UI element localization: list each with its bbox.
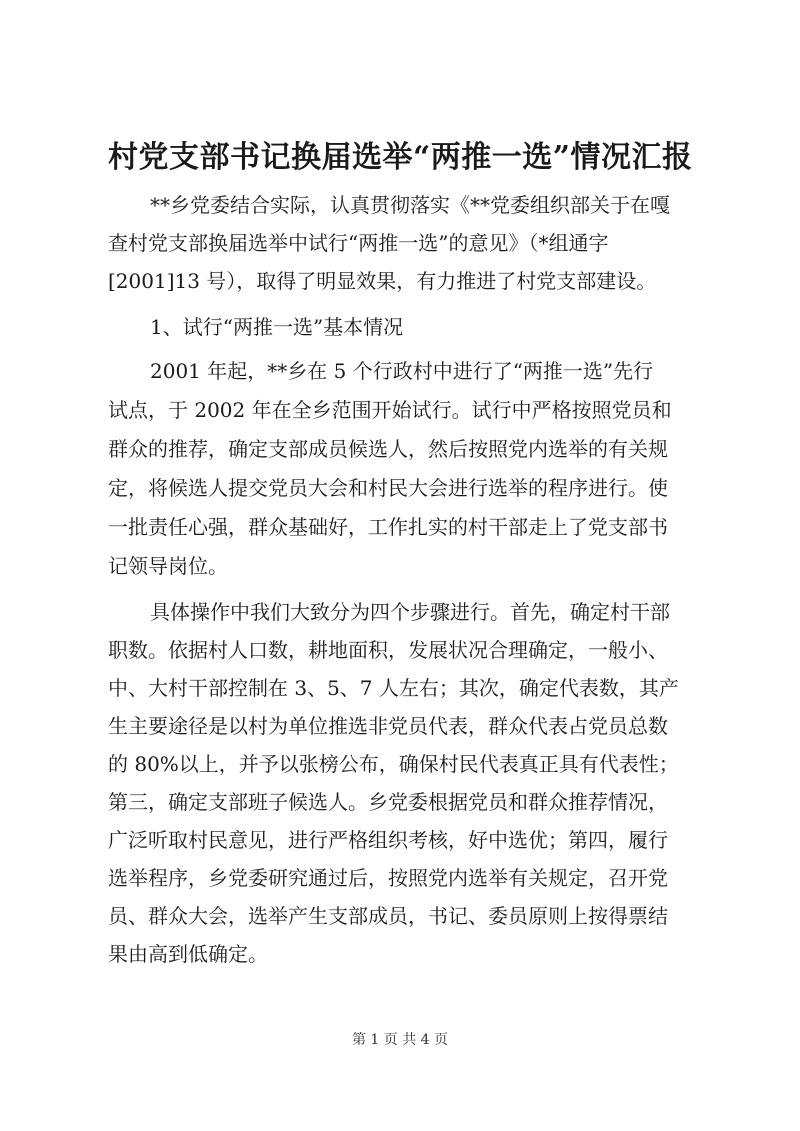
- body-line: 2001 年起，**乡在 5 个行政村中进行了“两推一选”先行: [150, 359, 654, 383]
- body-line: 生主要途径是以村为单位推选非党员代表，群众代表占党员总数: [108, 714, 668, 738]
- document-title: 村党支部书记换届选举“两推一选”情况汇报: [108, 140, 693, 175]
- body-line: 广泛听取村民意见，进行严格组织考核，好中选优；第四，履行: [108, 828, 668, 852]
- body-line: 中、大村干部控制在 3、5、7 人左右；其次，确定代表数，其产: [108, 676, 679, 700]
- body-line: 群众的推荐，确定支部成员候选人，然后按照党内选举的有关规: [108, 437, 668, 461]
- body-line: 定，将候选人提交党员大会和村民大会进行选举的程序进行。使: [108, 476, 668, 500]
- body-line: 第三，确定支部班子候选人。乡党委根据党员和群众推荐情况，: [108, 790, 668, 814]
- section-heading: 1、试行“两推一选”基本情况: [150, 315, 404, 339]
- body-line: 果由高到低确定。: [108, 942, 268, 966]
- body-line: [2001]13 号），取得了明显效果，有力推进了村党支部建设。: [108, 269, 657, 293]
- body-line: 的 80%以上，并予以张榜公布，确保村民代表真正具有代表性；: [108, 752, 679, 776]
- body-line: 查村党支部换届选举中试行“两推一选”的意见》（*组通字: [108, 231, 609, 255]
- body-line: 具体操作中我们大致分为四个步骤进行。首先，确定村干部: [150, 600, 670, 624]
- body-line: 一批责任心强，群众基础好，工作扎实的村干部走上了党支部书: [108, 515, 668, 539]
- body-line: 记领导岗位。: [108, 554, 228, 578]
- body-line: 选举程序，乡党委研究通过后，按照党内选举有关规定，召开党: [108, 866, 668, 890]
- body-line: 试点，于 2002 年在全乡范围开始试行。试行中严格按照党员和: [108, 398, 672, 422]
- body-line: **乡党委结合实际，认真贯彻落实《**党委组织部关于在嘎: [150, 193, 670, 217]
- body-line: 职数。依据村人口数，耕地面积，发展状况合理确定，一般小、: [108, 638, 668, 662]
- page-footer: 第 1 页 共 4 页: [351, 1032, 449, 1048]
- body-line: 员、群众大会，选举产生支部成员，书记、委员原则上按得票结: [108, 904, 668, 928]
